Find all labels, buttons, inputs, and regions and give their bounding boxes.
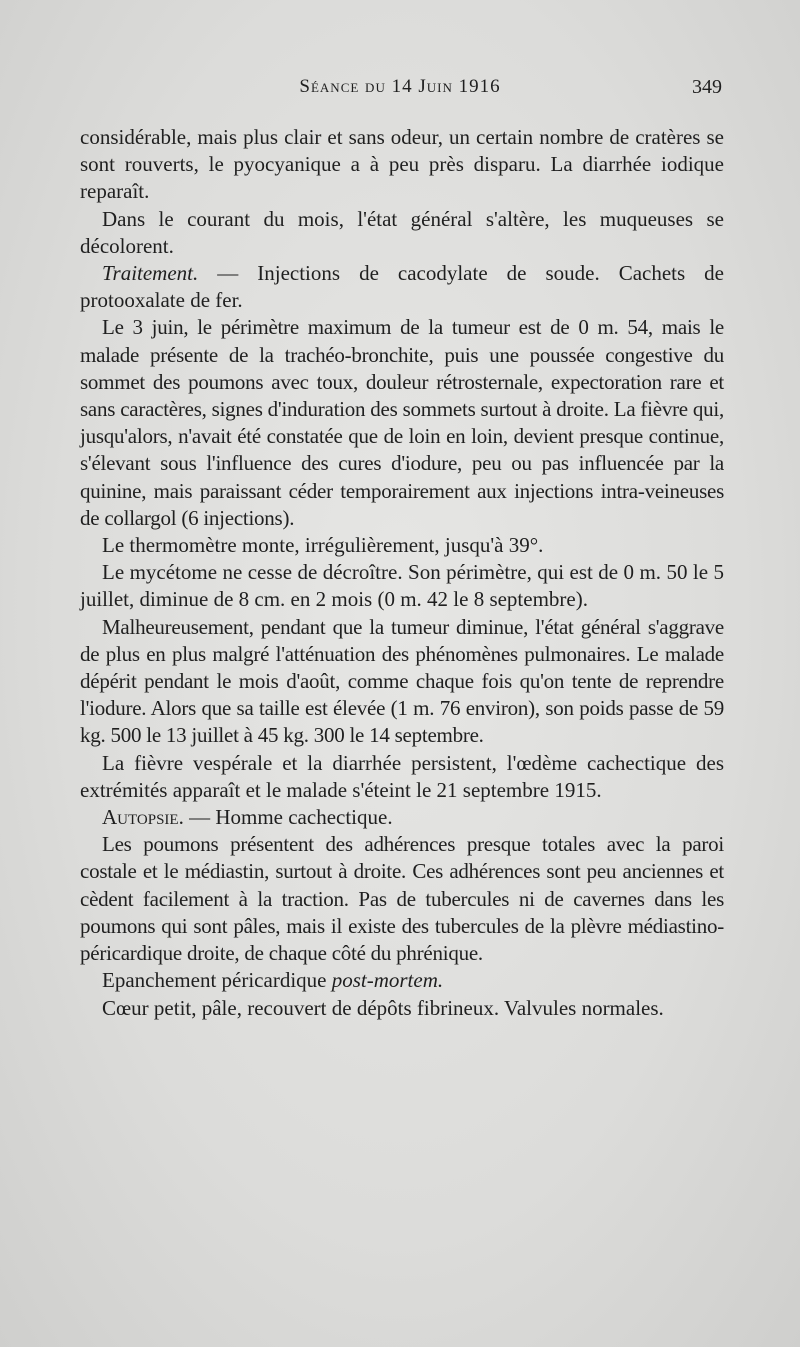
paragraph-text: Epanchement péricardique [102,968,332,993]
paragraph-autopsy [80,804,724,831]
paragraph-text: Dans le courant du mois, l'état général s'altère, les muqueuses se décolorent. [80,206,724,258]
paragraph-12 [80,995,724,1022]
paragraph-1 [80,124,724,206]
paragraph-text: considérable, mais plus clair et sans odeur, un certain nombre de cratères se sont rouverts, le pyocyanique a à peu près disparu. La diarrhée iodique reparaît. [80,125,724,204]
paragraph-2 [80,206,724,260]
section-lead-autopsie: Autopsie. [102,805,184,830]
paragraph-4 [80,314,724,532]
italic-term: post-mortem. [331,968,444,993]
paragraph-text: — Homme cachectique. [183,805,393,830]
running-head: Séance du 14 Juin 1916 [299,76,501,97]
paragraph-text: Cœur petit, pâle, recouvert de dépôts fibrineux. Valvules normales. [102,995,664,1020]
paragraph-treatment [80,260,724,314]
page-header [0,76,800,106]
paragraph-10 [80,831,724,967]
paragraph-text: La fièvre vespérale et la diarrhée persistent, l'œdème cachectique des extrémités apparaît et le malade s'éteint le 21 septembre 1915. [80,750,724,802]
paragraph-5 [80,532,724,559]
paragraph-11 [80,967,724,994]
page-number: 349 [692,76,722,98]
paragraph-6 [80,559,724,613]
paragraph-text: Les poumons présentent des adhérences presque totales avec la paroi costale et le médiastin, surtout à droite. Ces adhérences sont peu anciennes et cèdent facilement à la traction. Pas de tubercules ni de cavernes dans les poumons qui sont pâles, mais il existe des tubercules de la plèvre médiastino-péricardique droite, de chaque côté du phrénique. [80,832,724,966]
paragraph-text: — Injections de cacodylate de soude. Cachets de protooxalate de fer. [80,261,724,313]
page-body [80,124,724,1022]
paragraph-text: Le thermomètre monte, irrégulièrement, jusqu'à 39°. [102,533,544,558]
paragraph-text: Le mycétome ne cesse de décroître. Son périmètre, qui est de 0 m. 50 le 5 juillet, diminue de 8 cm. en 2 mois (0 m. 42 le 8 septembre). [80,560,724,612]
paragraph-text: Malheureusement, pendant que la tumeur diminue, l'état général s'aggrave de plus en plus malgré l'atténuation des phénomènes pulmonaires. Le malade dépérit pendant le mois d'août, comme chaque fois qu'on tente de reprendre l'iodure. Alors que sa taille est élevée (1 m. 76 environ), son poids passe de 59 kg. 500 le 13 juillet à 45 kg. 300 le 14 septembre. [80,614,724,748]
paragraph-8 [80,750,724,804]
section-lead-traitement: Traitement. [102,261,199,286]
paragraph-7 [80,614,724,750]
paragraph-text: Le 3 juin, le périmètre maximum de la tumeur est de 0 m. 54, mais le malade présente de la trachéo-bronchite, puis une poussée congestive du sommet des poumons avec toux, douleur rétrosternale, expectoration rare et sans caractères, signes d'induration des sommets surtout à droite. La fièvre qui, jusqu'alors, n'avait été constatée que de loin en loin, devient presque continue, s'élevant sous l'influence des cures d'iodure, peu ou pas influencée par la quinine, mais paraissant céder temporairement aux injections intra-veineuses de collargol (6 injections). [80,315,724,530]
